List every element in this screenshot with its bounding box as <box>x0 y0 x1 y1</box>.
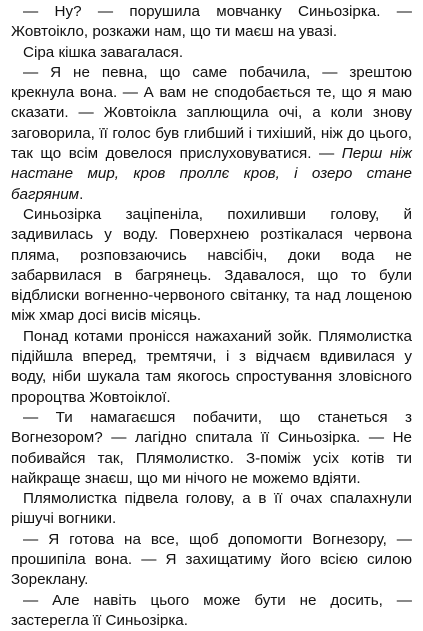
paragraph-text: — Але навіть цього може бути не досить, — застерегла її Синьозірка. <box>11 591 412 629</box>
paragraph <box>11 591 412 631</box>
paragraph <box>11 2 412 43</box>
paragraph-text: — Ну? — порушила мовчанку Синьозірка. — Жовтоікло, розкажи нам, що ти маєш на увазі. <box>11 3 412 41</box>
paragraph <box>11 489 412 530</box>
paragraph-text: . <box>79 185 84 203</box>
paragraph-text: Понад котами пронісся нажаханий зойк. Плямолистка підійшла вперед, тремтячи, і з відчаєм вдивилася у воду, ніби шукала там якогось спростування зловісного пророцтва Жовтоіклої. <box>11 327 412 406</box>
paragraph <box>11 43 412 63</box>
paragraph-text: Синьозірка заціпеніла, похиливши голову, й задивилась у воду. Поверхнею розтікалася червона пляма, розповзаючись навсібіч, доки вода не забарвилася в багрянець. Здавалося, що то були відблиски вогненно-червоного світанку, та над лощеною між хмар досі висів місяць. <box>11 205 412 325</box>
paragraph-text: — Ти намагаєшся побачити, що станеться з Вогнезором? — лагідно спитала її Синьозірка. — Не побивайся так, Плямолистко. З-поміж усіх котів ти найкраще знаєш, що ми нічого не можемо вдіяти. <box>11 408 412 487</box>
prophecy-text: Перш ніж настане мир, кров проллє кров, і озеро стане багряним <box>11 145 412 203</box>
paragraph-text: — Я не певна, що саме побачила, — зрештою крекнула вона. — А вам не сподобається те, що я маю сказати. — Жовтоікла заплющила очі, а коли знову заговорила, її голос був глибший і тихіший, ніж до цього, так що всім довелося прислуховуватися. — <box>11 63 412 163</box>
paragraph <box>11 327 412 408</box>
paragraph-text: Сіра кішка завагалася. <box>23 43 184 61</box>
paragraph <box>11 63 412 205</box>
paragraph-text: Плямолистка підвела голову, а в її очах спалахнули рішучі вогники. <box>11 490 412 528</box>
paragraph <box>11 408 412 489</box>
paragraph <box>11 205 412 327</box>
paragraph-text: — Я готова на все, щоб допомогти Вогнезору, — прошипіла вона. — Я захищатиму його всією силою Зореклану. <box>11 530 412 589</box>
paragraph <box>11 530 412 591</box>
